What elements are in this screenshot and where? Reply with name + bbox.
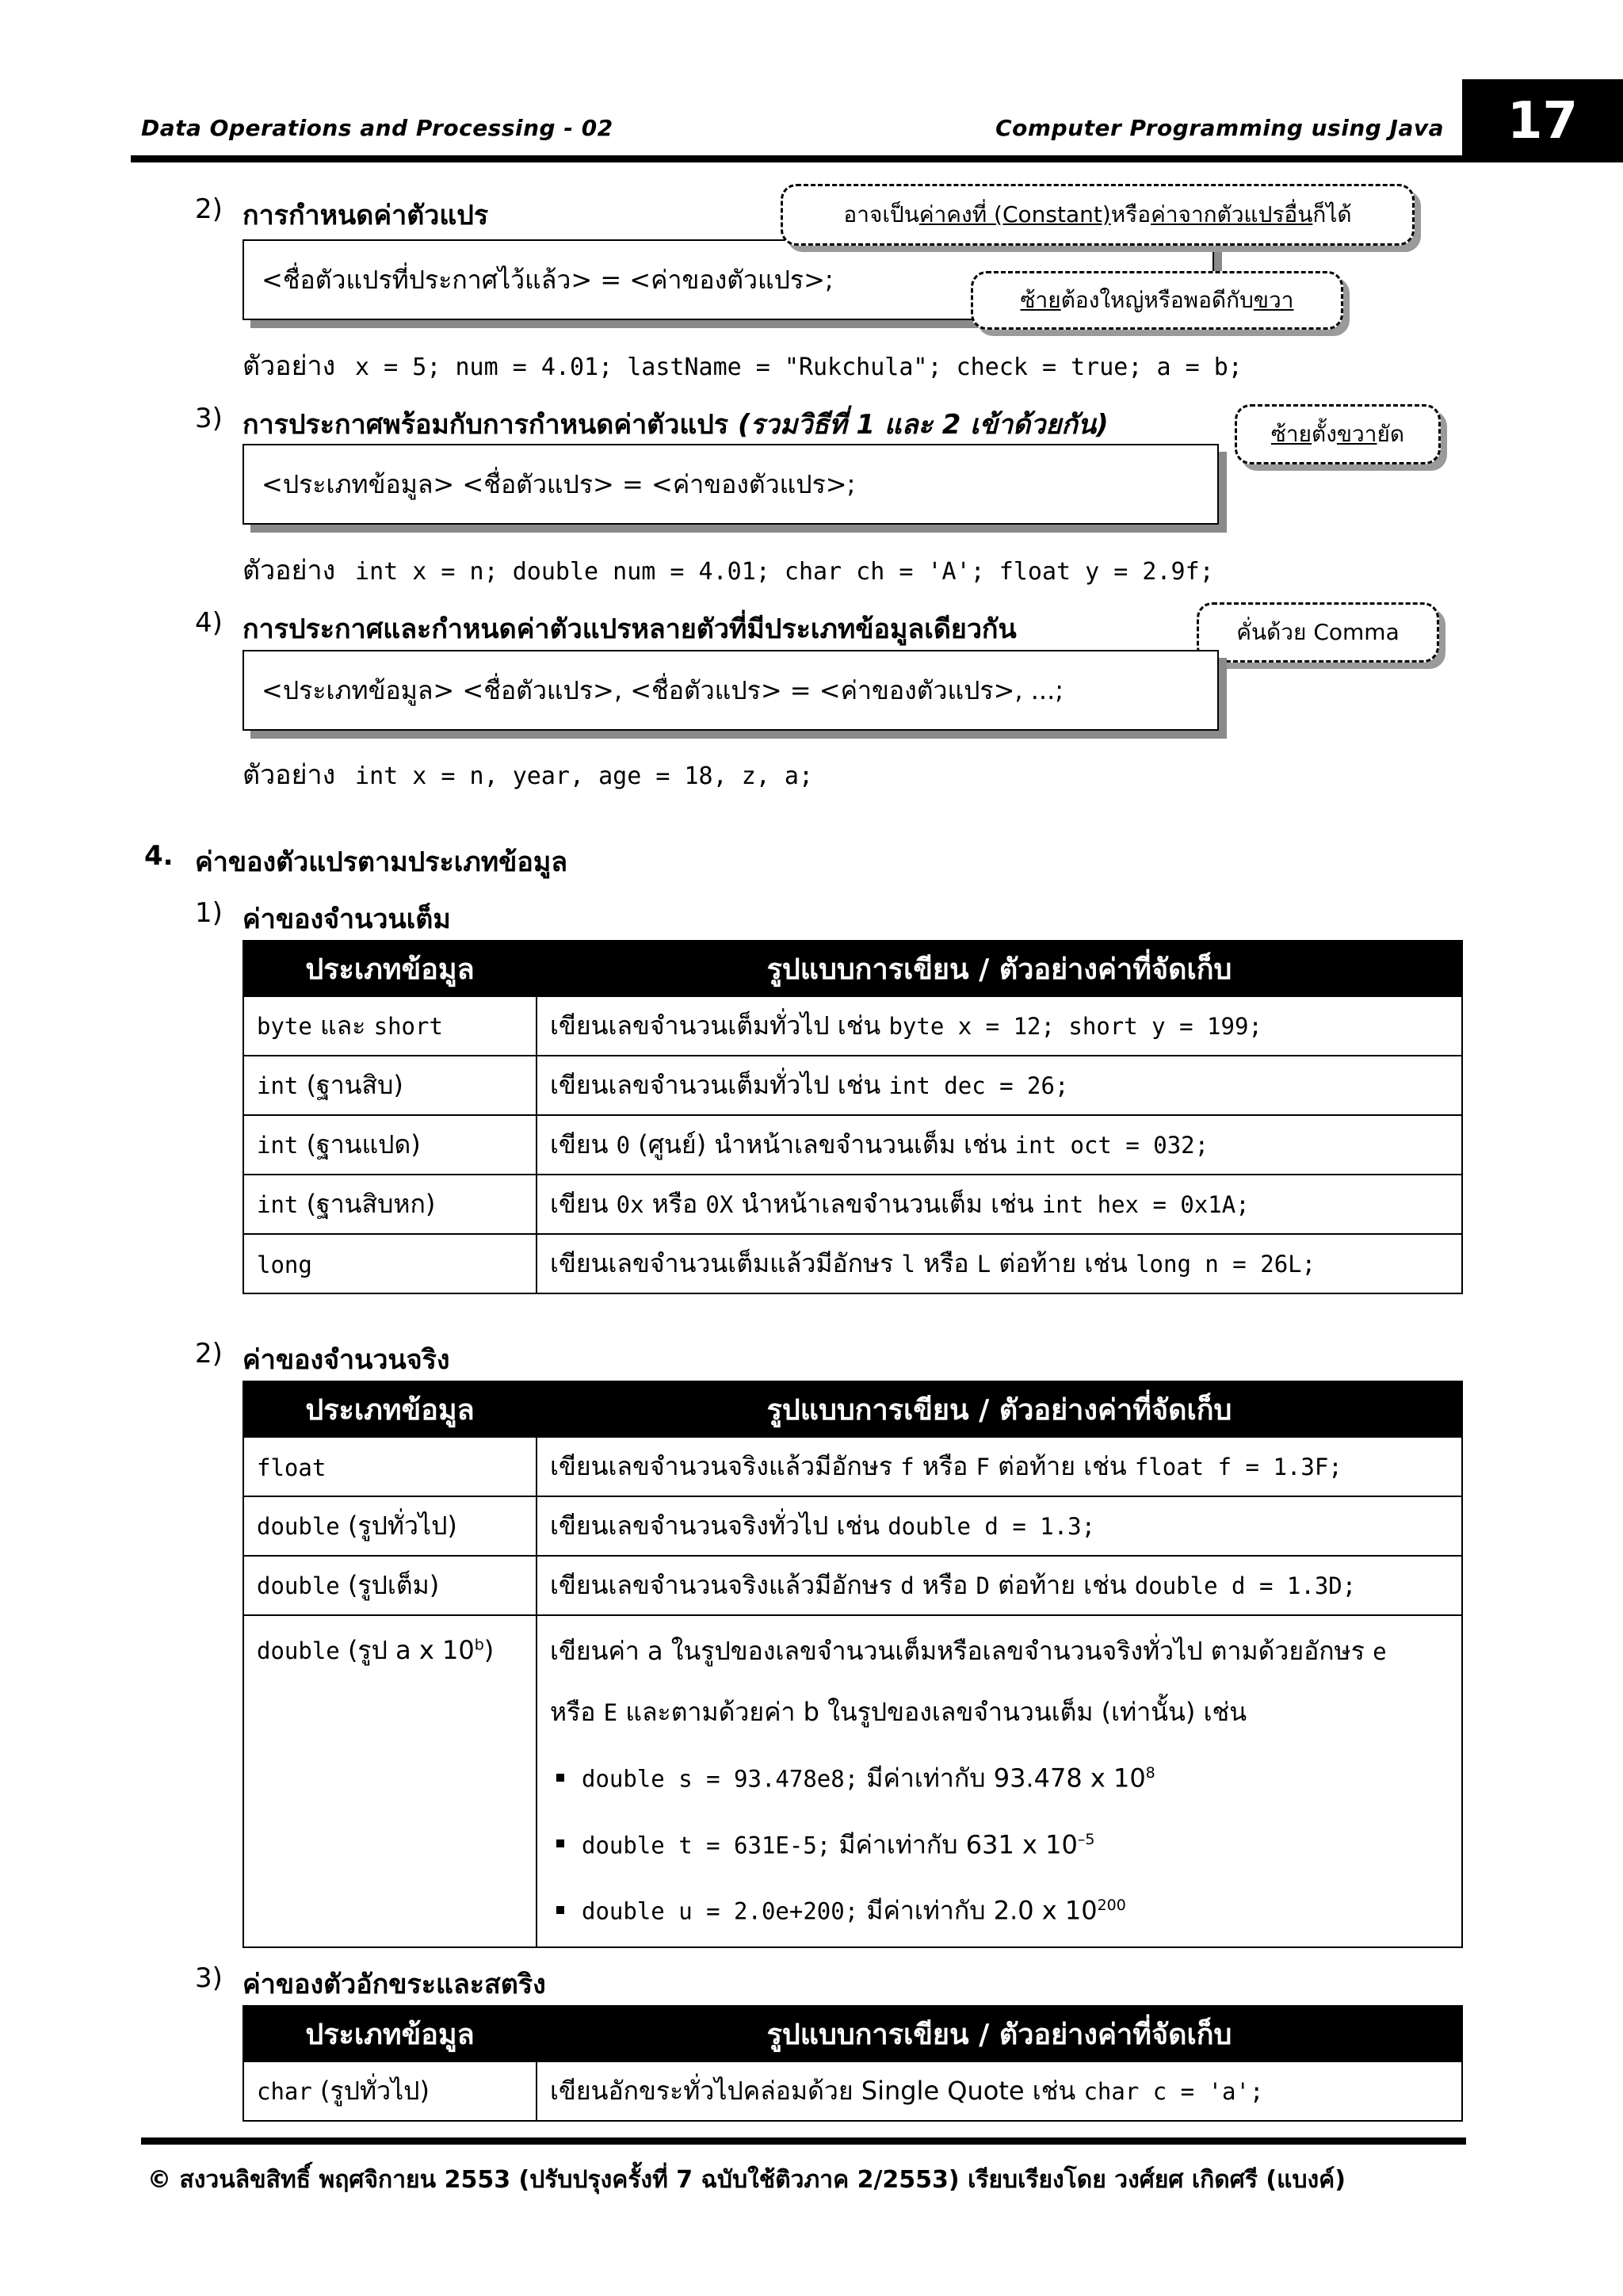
type-cell (243, 1437, 537, 1496)
footer-rule (141, 2137, 1466, 2145)
char-table-number: 3) (195, 1962, 223, 1994)
format-cell (537, 1175, 1462, 1234)
type-code: double (257, 1513, 340, 1540)
format-line (550, 1621, 1449, 1682)
format-text: หรือ (914, 1451, 976, 1481)
int-table-title: ค่าของจำนวนเต็ม (242, 904, 451, 935)
format-text: ต่อท้าย เช่น (989, 1570, 1135, 1600)
table-header-row (243, 941, 1462, 996)
type-code: byte (257, 1013, 312, 1040)
format-code: l (901, 1251, 915, 1278)
type-text: (ฐานสิบ) (298, 1070, 403, 1100)
sec2-number: 2) (195, 193, 223, 225)
format-code: char c = 'a'; (1083, 2078, 1264, 2105)
type-text: และ (311, 1010, 374, 1041)
char-table (242, 2005, 1463, 2122)
col-header-type: ประเภทข้อมูล (243, 941, 537, 996)
bullet-icon (556, 1774, 564, 1782)
format-text: เขียน (550, 1189, 617, 1219)
table-row (243, 1234, 1462, 1293)
part4-title: ค่าของตัวแปรตามประเภทข้อมูล (195, 846, 568, 878)
type-cell (243, 996, 537, 1056)
type-code: int (257, 1191, 299, 1218)
page-number: 17 (1462, 79, 1623, 162)
format-text: เขียนเลขจำนวนเต็มทั่วไป เช่น (550, 1010, 889, 1041)
char-table-title: ค่าของตัวอักขระและสตริง (242, 1969, 546, 2000)
type-cell (243, 1556, 537, 1615)
format-cell (537, 1437, 1462, 1496)
type-cell (243, 1115, 537, 1175)
format-text: นำหน้าเลขจำนวนเต็ม เช่น (733, 1189, 1042, 1219)
superscript: 200 (1097, 1897, 1126, 1915)
format-code: e (1373, 1638, 1387, 1665)
sec4-syntax: <ประเภทข้อมูล> <ชื่อตัวแปร>, <ชื่อตัวแปร> = <ค่าของตัวแปร>, ...; (262, 674, 1064, 705)
format-text: มีค่าเท่ากับ 93.478 x 10 (858, 1763, 1146, 1794)
type-code: short (373, 1013, 443, 1040)
format-code: int dec = 26; (888, 1072, 1069, 1099)
format-cell (537, 996, 1462, 1056)
sec3-callout (1235, 404, 1441, 464)
format-code: d (900, 1572, 915, 1599)
table-row (243, 1175, 1462, 1234)
callout-text-underlined: ซ้าย (1020, 287, 1061, 313)
format-cell (537, 1496, 1462, 1556)
format-text: เขียนเลขจำนวนจริงแล้วมีอักษร (550, 1451, 901, 1481)
format-code: 0X (705, 1191, 734, 1218)
format-text: ต่อท้าย เช่น (989, 1451, 1135, 1481)
callout-text: ก็ได้ (1312, 201, 1352, 227)
sec3-heading-text: การประกาศพร้อมกับการกำหนดค่าตัวแปร (242, 409, 729, 441)
format-text: หรือ (914, 1570, 976, 1600)
callout-text: ยัด (1377, 421, 1405, 447)
type-text: (รูปทั่วไป) (339, 1511, 457, 1541)
type-text: (รูป a x 10 (339, 1635, 475, 1665)
type-cell (243, 1175, 537, 1234)
format-text: เขียนเลขจำนวนเต็มทั่วไป เช่น (550, 1070, 889, 1100)
example-code: x = 5; num = 4.01; lastName = "Rukchula"; check = true; a = b; (355, 353, 1243, 381)
format-text: ต่อท้าย เช่น (991, 1248, 1136, 1278)
format-text: เขียนเลขจำนวนจริงแล้วมีอักษร (550, 1570, 901, 1600)
sec3-syntax-box (242, 444, 1219, 525)
format-code: f (900, 1454, 915, 1480)
callout-text: ต้องใหญ่หรือพอดีกับ (1060, 287, 1254, 313)
type-text: (รูปเต็ม) (339, 1570, 440, 1600)
format-line (550, 1682, 1449, 1743)
sec3-number: 3) (195, 403, 223, 434)
list-item (550, 1809, 1449, 1876)
format-text: มีค่าเท่ากับ 2.0 x 10 (858, 1895, 1098, 1926)
table-row (243, 1496, 1462, 1556)
col-header-format: รูปแบบการเขียน / ตัวอย่างค่าที่จัดเก็บ (537, 1381, 1462, 1437)
format-code: long n = 26L; (1136, 1251, 1316, 1278)
format-text: (ศูนย์) นำหน้าเลขจำนวนเต็ม เช่น (630, 1129, 1015, 1159)
format-code: L (976, 1251, 991, 1278)
list-item (550, 1875, 1449, 1942)
type-cell (243, 1056, 537, 1115)
callout-text-underlined: ขวา (1253, 287, 1294, 313)
format-code: float f = 1.3F; (1134, 1454, 1342, 1480)
format-text: เขียน (550, 1129, 617, 1159)
col-header-format: รูปแบบการเขียน / ตัวอย่างค่าที่จัดเก็บ (537, 2006, 1462, 2061)
format-text: หรือ (915, 1248, 977, 1278)
sec3-heading (242, 403, 1109, 445)
example-label: ตัวอย่าง (242, 759, 336, 791)
table-row (243, 996, 1462, 1056)
type-cell (243, 1234, 537, 1293)
format-text: เขียนค่า a ในรูปของเลขจำนวนเต็มหรือเลขจำนวนจริงทั่วไป ตามด้วยอักษร (550, 1636, 1373, 1666)
format-cell (537, 1234, 1462, 1293)
format-text: หรือ (550, 1697, 604, 1727)
bullet-icon (556, 1839, 564, 1847)
type-code: double (257, 1637, 340, 1664)
sec3-heading-italic: (รวมวิธีที่ 1 และ 2 เข้าด้วยกัน) (737, 409, 1109, 441)
header-rule (131, 155, 1621, 162)
sec4-example (242, 753, 813, 796)
example-label: ตัวอย่าง (242, 555, 336, 586)
table-row (243, 1437, 1462, 1496)
type-text: (ฐานสิบหก) (298, 1189, 436, 1219)
table-row (243, 1615, 1462, 1947)
sec2-callout-left-right (971, 271, 1343, 330)
superscript: –5 (1077, 1830, 1095, 1848)
sec2-callout-constant (781, 184, 1415, 246)
callout-text: ตั้ง (1312, 421, 1337, 447)
format-code: 0x (616, 1191, 644, 1218)
col-header-type: ประเภทข้อมูล (243, 2006, 537, 2061)
callout-text-underlined: ค่าคงที่ (Constant) (918, 201, 1111, 227)
type-text: ) (483, 1635, 495, 1665)
type-code: char (257, 2078, 312, 2105)
type-code: float (257, 1454, 327, 1481)
format-code: 0 (616, 1132, 631, 1159)
table-row (243, 1115, 1462, 1175)
format-code: byte x = 12; short y = 199; (888, 1013, 1262, 1040)
format-cell (537, 1615, 1462, 1947)
sec3-example (242, 548, 1214, 591)
format-cell (537, 1556, 1462, 1615)
type-cell (243, 1496, 537, 1556)
type-code: int (257, 1072, 299, 1099)
col-header-type: ประเภทข้อมูล (243, 1381, 537, 1437)
sec4-syntax-box (242, 650, 1219, 731)
type-cell (243, 2061, 537, 2121)
int-table-number: 1) (195, 897, 223, 929)
format-text: หรือ (643, 1189, 706, 1219)
col-header-format: รูปแบบการเขียน / ตัวอย่างค่าที่จัดเก็บ (537, 941, 1462, 996)
format-text: และตามด้วยค่า b ในรูปของเลขจำนวนเต็ม (เท่านั้น) เช่น (617, 1697, 1247, 1727)
format-text: เขียนเลขจำนวนจริงทั่วไป เช่น (550, 1511, 888, 1541)
type-text: (รูปทั่วไป) (311, 2076, 430, 2106)
table-header-row (243, 1381, 1462, 1437)
format-code: E (603, 1699, 618, 1726)
sec2-heading: การกำหนดค่าตัวแปร (242, 200, 489, 231)
int-table (242, 940, 1463, 1294)
callout-text-underlined: ซ้าย (1270, 421, 1312, 447)
bullet-icon (556, 1906, 564, 1914)
format-code: D (976, 1572, 990, 1599)
header-right-title: Computer Programming using Java (995, 115, 1444, 141)
list-item (550, 1743, 1449, 1809)
format-code: F (976, 1454, 990, 1480)
header-left-title: Data Operations and Processing - 02 (141, 115, 613, 141)
format-cell (537, 1115, 1462, 1175)
copyright-footer: © สงวนลิขสิทธิ์ พฤศจิกายน 2553 (ปรับปรุงครั้งที่ 7 ฉบับใช้ติวภาค 2/2553) เรียบเรียงโดย วงศ์ยศ เกิดศรี (แบงค์) (147, 2166, 1346, 2194)
format-code: double d = 1.3D; (1134, 1572, 1357, 1599)
format-code: double d = 1.3; (888, 1513, 1096, 1540)
sec4-number: 4) (195, 607, 223, 639)
format-code: double s = 93.478e8; (582, 1765, 859, 1793)
superscript: 8 (1145, 1764, 1155, 1782)
format-cell (537, 1056, 1462, 1115)
format-text: เขียนเลขจำนวนเต็มแล้วมีอักษร (550, 1248, 902, 1278)
type-cell (243, 1615, 537, 1947)
example-label: ตัวอย่าง (242, 350, 336, 382)
example-code: int x = n; double num = 4.01; char ch = 'A'; float y = 2.9f; (355, 558, 1214, 586)
table-row (243, 1056, 1462, 1115)
part4-number: 4. (144, 840, 174, 872)
type-superscript: b (474, 1636, 484, 1654)
callout-text-underlined: ขวา (1336, 421, 1377, 447)
sec2-syntax: <ชื่อตัวแปรที่ประกาศไว้แล้ว> = <ค่าของตัวแปร>; (262, 264, 834, 295)
real-table-number: 2) (195, 1338, 223, 1370)
format-text: มีค่าเท่ากับ 631 x 10 (831, 1829, 1078, 1860)
sec2-example (242, 344, 1243, 387)
callout-text: หรือ (1110, 201, 1151, 227)
table-row (243, 2061, 1462, 2121)
type-text: (ฐานแปด) (298, 1129, 421, 1159)
callout-text-underlined: ค่าจากตัวแปรอื่น (1151, 201, 1313, 227)
example-code: int x = n, year, age = 18, z, a; (355, 762, 813, 790)
format-code: double u = 2.0e+200; (582, 1897, 859, 1925)
sec3-syntax: <ประเภทข้อมูล> <ชื่อตัวแปร> = <ค่าของตัวแปร>; (262, 468, 856, 499)
real-table (242, 1381, 1463, 1948)
format-code: double t = 631E-5; (582, 1832, 831, 1859)
format-code: int hex = 0x1A; (1041, 1191, 1250, 1218)
format-code: int oct = 032; (1014, 1132, 1209, 1159)
sec4-heading: การประกาศและกำหนดค่าตัวแปรหลายตัวที่มีประเภทข้อมูลเดียวกัน (242, 613, 1017, 645)
type-code: double (257, 1572, 340, 1599)
format-cell (537, 2061, 1462, 2121)
type-code: long (257, 1251, 312, 1278)
format-text: เขียนอักขระทั่วไปคล่อมด้วย Single Quote เช่น (550, 2076, 1084, 2106)
sec4-callout-comma: คั่นด้วย Comma (1197, 602, 1439, 663)
table-header-row (243, 2006, 1462, 2061)
type-code: int (257, 1132, 299, 1159)
table-row (243, 1556, 1462, 1615)
real-table-title: ค่าของจำนวนจริง (242, 1344, 450, 1376)
callout-text: อาจเป็น (843, 201, 919, 227)
